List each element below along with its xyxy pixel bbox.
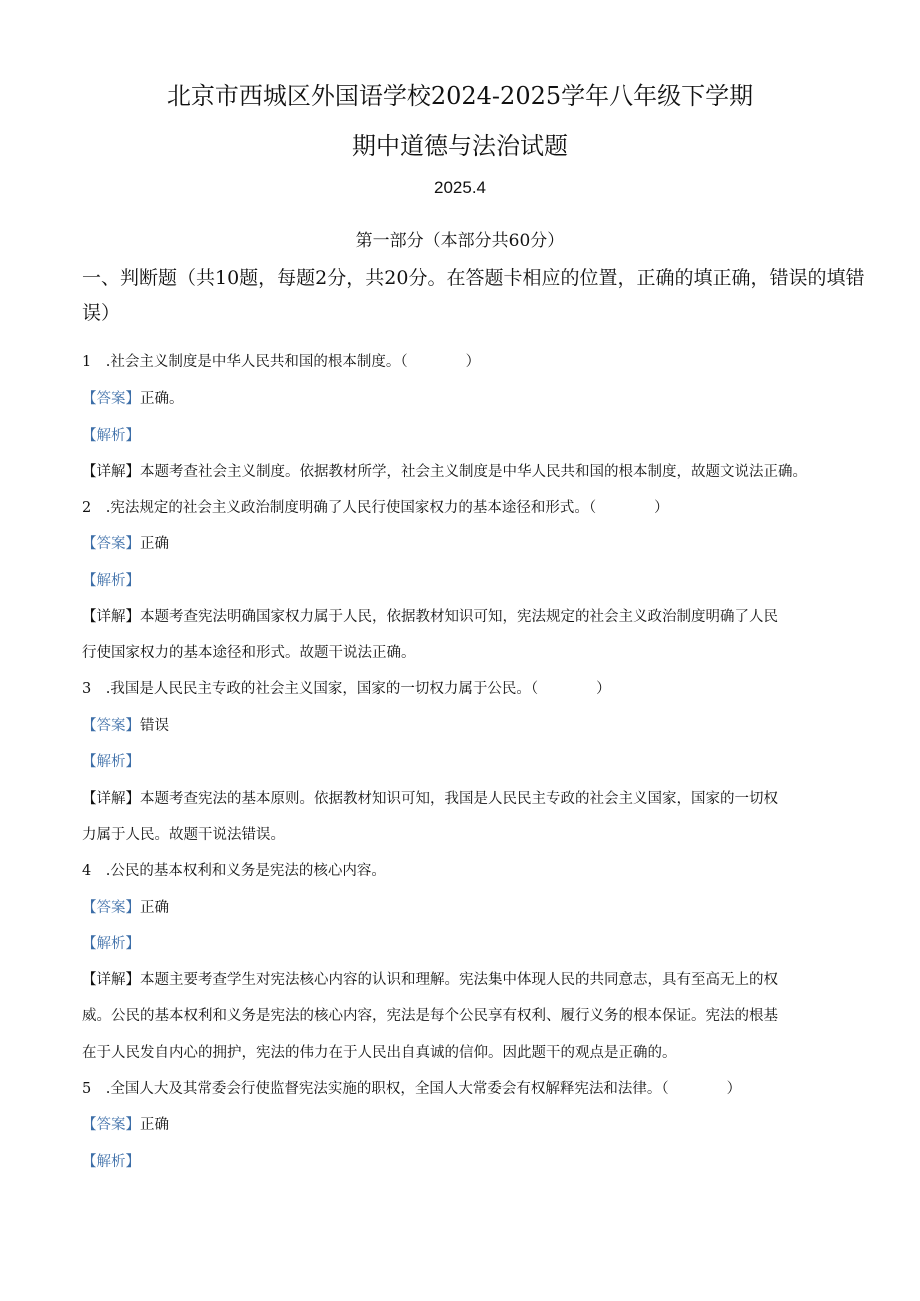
detail-text: 本题考查社会主义制度。依据教材所学，社会主义制度是中华人民共和国的根本制度，故题文说法正确。 <box>140 464 807 480</box>
answer-text: 错误 <box>140 718 169 734</box>
question-2-analysis-label: 【解析】 <box>82 573 140 589</box>
question-5-answer <box>82 1113 169 1134</box>
question-5-analysis-label: 【解析】 <box>82 1154 140 1170</box>
question-4-detail-line1 <box>82 968 778 989</box>
question-1-detail <box>82 460 807 481</box>
detail-label: 【详解】 <box>82 972 140 988</box>
part-heading: 第一部分（本部分共60分） <box>355 231 565 251</box>
detail-text: 本题考查宪法的基本原则。依据教材知识可知，我国是人民民主专政的社会主义国家，国家的一切权 <box>140 791 778 807</box>
question-2-detail-line1 <box>82 605 778 626</box>
answer-label: 【答案】 <box>82 1117 140 1133</box>
question-2-answer <box>82 532 169 553</box>
question-3-analysis-label: 【解析】 <box>82 754 140 770</box>
answer-text: 正确 <box>140 900 169 916</box>
section-heading-line2: 误） <box>82 302 121 324</box>
question-4-detail-line2: 威。公民的基本权利和义务是宪法的核心内容，宪法是每个公民享有权利、履行义务的根本保证。宪法的根基 <box>82 1008 778 1024</box>
question-2-detail-line2: 行使国家权力的基本途径和形式。故题干说法正确。 <box>82 645 416 661</box>
question-5-stem: 5 .全国人大及其常委会行使监督宪法实施的职权，全国人大常委会有权解释宪法和法律。（ ） <box>82 1081 742 1097</box>
question-1-analysis-label: 【解析】 <box>82 428 140 444</box>
answer-label: 【答案】 <box>82 536 140 552</box>
answer-text: 正确 <box>140 1117 169 1133</box>
question-3-answer <box>82 714 169 735</box>
answer-label: 【答案】 <box>82 900 140 916</box>
detail-text: 本题考查宪法明确国家权力属于人民，依据教材知识可知，宪法规定的社会主义政治制度明确了人民 <box>140 609 778 625</box>
detail-label: 【详解】 <box>82 609 140 625</box>
detail-label: 【详解】 <box>82 464 140 480</box>
detail-text: 本题主要考查学生对宪法核心内容的认识和理解。宪法集中体现人民的共同意志，具有至高无上的权 <box>140 972 778 988</box>
answer-text: 正确 <box>140 536 169 552</box>
question-4-detail-line3: 在于人民发自内心的拥护，宪法的伟力在于人民出自真诚的信仰。因此题干的观点是正确的。 <box>82 1045 677 1061</box>
detail-label: 【详解】 <box>82 791 140 807</box>
question-3-stem: 3 .我国是人民民主专政的社会主义国家，国家的一切权力属于公民。（ ） <box>82 681 611 697</box>
answer-label: 【答案】 <box>82 391 140 407</box>
section-heading-line1: 一、判断题（共10题，每题2分，共20分。在答题卡相应的位置，正确的填正确，错误的填错 <box>82 267 865 289</box>
page-title-line2: 期中道德与法治试题 <box>352 132 568 160</box>
answer-text: 正确。 <box>140 391 184 407</box>
answer-label: 【答案】 <box>82 718 140 734</box>
question-3-detail-line2: 力属于人民。故题干说法错误。 <box>82 827 285 843</box>
question-3-detail-line1 <box>82 787 778 808</box>
question-4-stem: 4 .公民的基本权利和义务是宪法的核心内容。 <box>82 863 386 879</box>
exam-date: 2025.4 <box>434 178 486 197</box>
question-1-answer <box>82 387 184 408</box>
question-4-answer <box>82 896 169 917</box>
page-title-line1: 北京市西城区外国语学校2024-2025学年八年级下学期 <box>166 82 754 110</box>
question-1-stem: 1 .社会主义制度是中华人民共和国的根本制度。（ ） <box>82 354 481 370</box>
question-4-analysis-label: 【解析】 <box>82 936 140 952</box>
question-2-stem: 2 .宪法规定的社会主义政治制度明确了人民行使国家权力的基本途径和形式。（ ） <box>82 500 669 516</box>
